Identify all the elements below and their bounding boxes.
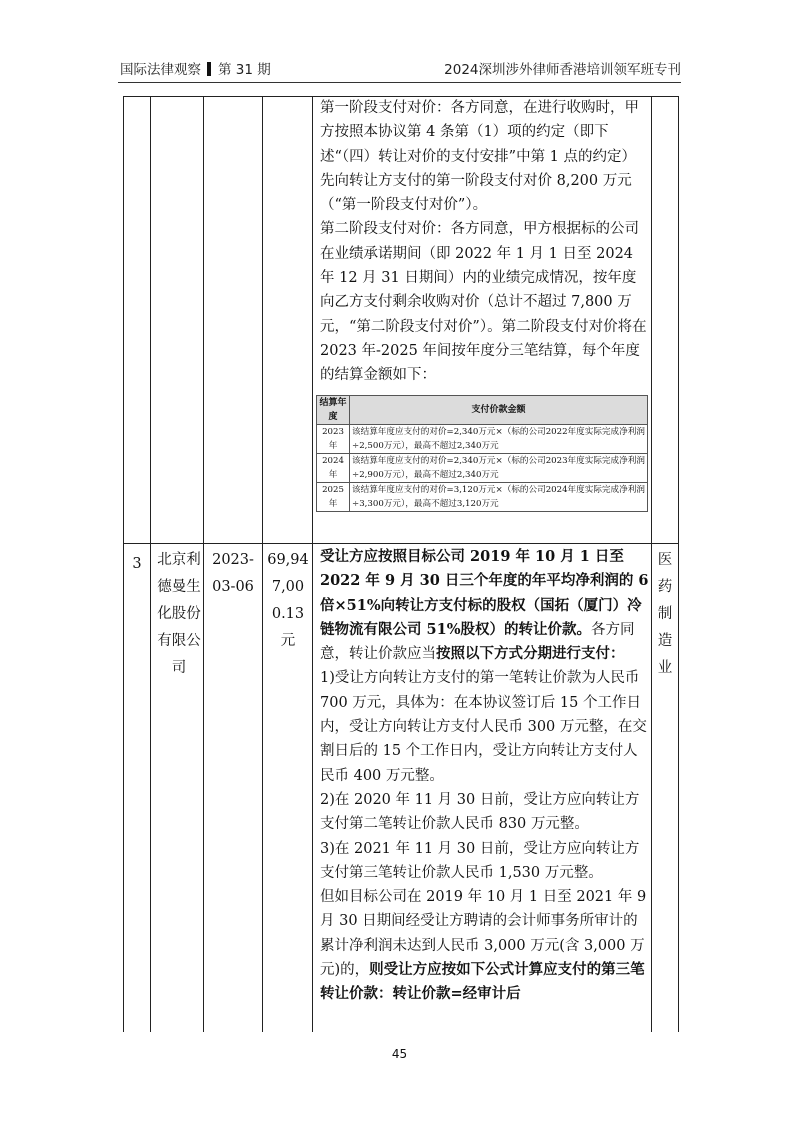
industry: 医药制造业 — [657, 552, 673, 676]
company-name: 北京利德曼生化股份有限公司 — [157, 552, 201, 676]
row-year: 2024年 — [317, 454, 350, 483]
settlement-table — [316, 395, 648, 512]
bold-text: 按照以下方式分期进行支付： — [436, 645, 625, 663]
col-line-3 — [262, 96, 263, 1032]
row-amount: 该结算年度应支付的对价=2,340万元×（标的公司2023年度实际完成净利润÷2,900万元），最高不超过2,340万元 — [350, 454, 648, 483]
row-year: 2025年 — [317, 483, 350, 512]
header-settlement-year: 结算年度 — [317, 396, 350, 425]
col-line-5 — [651, 96, 652, 1032]
page-number: 45 — [391, 1047, 408, 1061]
normal-text: 但如目标公司在 2019 年 10 月 1 日至 2021 年 9 月 30 日期间经受让方聘请的会计师事务所审计的累计净利润未达到人民币 3,000 万元(含 3,000 万元)的， — [320, 889, 647, 979]
payment-terms-cell — [320, 96, 650, 388]
row-divider — [123, 543, 678, 544]
header-left — [120, 58, 271, 78]
col-line-2 — [203, 96, 204, 1032]
payment-terms-cell — [320, 545, 650, 1007]
transaction-amount: 69,947,000.13元 — [267, 552, 309, 649]
stage-one-paragraph: 第一阶段支付对价：各方同意，在进行收购时，甲方按照本协议第 4 条第（1）项的约定（即下述“（四）转让对价的支付安排”中第 1 点的约定）先向转让方支付的第一阶段支付对价 8,200 万元（“第一阶段支付对价”）。 — [320, 100, 639, 214]
row-year: 2023年 — [317, 425, 350, 454]
first-installment: 1)受让方向转让方支付的第一笔转让价款为人民币 700 万元，具体为：在本协议签订后 15 个工作日内，受让方向转让方支付人民币 300 万元整，在交割日后的 15 个工作日内，受让方向转让方支付人民币 400 万元整。 — [320, 670, 647, 784]
normal-text: 各方同意，转让价款应当 — [320, 621, 635, 663]
table-row — [317, 483, 648, 512]
row-index: 3 — [132, 556, 142, 572]
separator-bar — [207, 62, 211, 76]
col-line-4 — [312, 96, 313, 1032]
table-row — [317, 454, 648, 483]
header-right: 2024深圳涉外律师香港培训领军班专刊 — [444, 62, 681, 78]
transfer-price-paragraph — [320, 545, 650, 666]
announcement-date: 2023-03-06 — [212, 552, 254, 595]
table-header-row — [317, 396, 648, 425]
journal-title: 国际法律观察 — [120, 62, 201, 78]
row-amount: 该结算年度应支付的对价=3,120万元×（标的公司2024年度实际完成净利润÷3,300万元），最高不超过3,120万元 — [350, 483, 648, 512]
col-line-6 — [678, 96, 679, 1032]
stage-two-paragraph: 第二阶段支付对价：各方同意，甲方根据标的公司在业绩承诺期间（即 2022 年 1 月 1 日至 2024 年 12 月 31 日期间）内的业绩完成情况，按年度向乙方支付剩余收购对价（总计不超过 7,800 万元，“第二阶段支付对价”）。第二阶段支付对价将在2023 年-2025 年间按年度分三笔结算，每个年度的结算金额如下： — [320, 221, 647, 384]
header-payment-amount: 支付价款金额 — [350, 396, 648, 425]
bold-text: 则受让方应按如下公式计算应支付的第三笔转让价款：转让价款=经审计后 — [320, 961, 645, 1003]
third-installment: 3)在 2021 年 11 月 30 日前，受让方应向转让方支付第三笔转让价款人民币 1,530 万元整。 — [320, 840, 640, 881]
row-amount: 该结算年度应支付的对价=2,340万元×（标的公司2022年度实际完成净利润÷2,500万元），最高不超过2,340万元 — [350, 425, 648, 454]
table-row — [317, 425, 648, 454]
issue-number: 第 31 期 — [218, 62, 271, 78]
col-line-1 — [150, 96, 151, 1032]
header-divider — [118, 82, 681, 83]
bold-text: 受让方应按照目标公司 2019 年 10 月 1 日至 2022 年 9 月 30 日三个年度的年平均净利润的 6 倍×51%向转让方支付标的股权（国拓（厦门）冷链物流有限公司 51%股权）的转让价款。 — [320, 548, 649, 638]
second-installment: 2)在 2020 年 11 月 30 日前，受让方应向转让方支付第二笔转让价款人民币 830 万元整。 — [320, 791, 640, 833]
condition-paragraph — [320, 885, 650, 1006]
